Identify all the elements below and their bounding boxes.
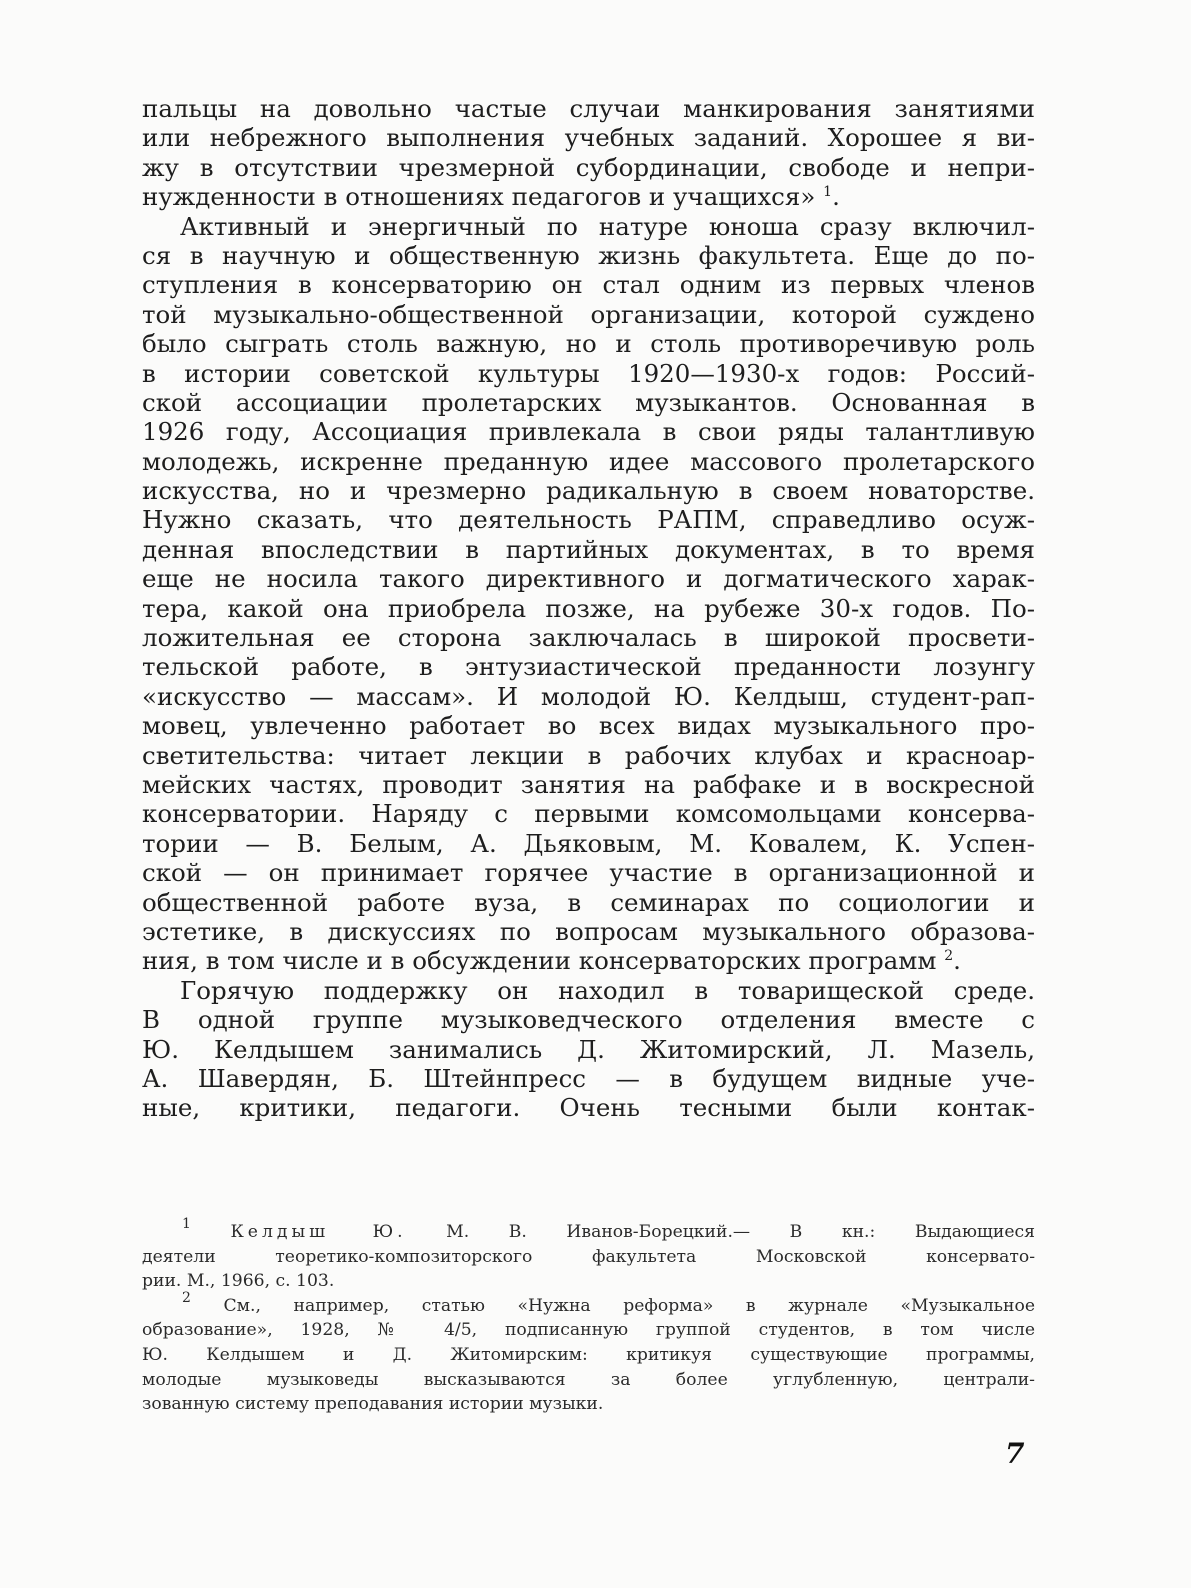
text-line: ской — он принимает горячее участие в организационной и [142,858,1035,888]
text-line: ложительная ее сторона заключалась в широкой просвети- [142,623,1035,653]
text-line: денная впоследствии в партийных документах, в то время [142,534,1035,564]
footnote-author: Келдыш Ю. [230,1222,407,1242]
text-line: 1926 году, Ассоциация привлекала в свои ряды талантливую [142,417,1035,447]
text-line: тера, какой она приобрела позже, на рубеже 30-х годов. По- [142,593,1035,623]
text-line: Ю. Келдышем занимались Д. Житомирский, Л. Мазель, [142,1034,1035,1064]
main-text [142,94,1035,1123]
text-line: Нужно сказать, что деятельность РАПМ, справедливо осуж- [142,505,1035,535]
text-line: тельской работе, в энтузиастической преданности лозунгу [142,652,1035,682]
text-line: светительства: читает лекции в рабочих клубах и красноар- [142,740,1035,770]
text-line: ской ассоциации пролетарских музыкантов. Основанная в [142,387,1035,417]
text-line: ные, критики, педагоги. Очень тесными были контак- [142,1093,1035,1123]
text-line: тории — В. Белым, А. Дьяковым, М. Ковалем, К. Успен- [142,828,1035,858]
footnote-number: 1 [182,1216,191,1232]
text-line: той музыкально-общественной организации, которой суждено [142,299,1035,329]
text-line: жу в отсутствии чрезмерной субординации, свободе и непри- [142,152,1035,182]
text-line: А. Шавердян, Б. Штейнпресс — в будущем видные уче- [142,1063,1035,1093]
page-number: 7 [1005,1437,1025,1470]
footnote-text: См., например, статью «Нужна реформа» в журнале «Музыкальное [223,1295,1036,1316]
footnote-line: рии. М., 1966, с. 103. [142,1271,335,1292]
footnote-ref-1: 1 [823,184,833,201]
footnote-line: молодые музыковеды высказываются за более углубленную, централи- [142,1369,1035,1390]
footnote-ref-2: 2 [944,948,954,965]
text-line: Горячую поддержку он находил в товарищеской среде. [180,975,1035,1005]
text-line: нужденности в отношениях педагогов и учащихся» $^1$. [142,182,840,212]
footnote-number: 2 [182,1289,191,1306]
footnote-line: деятели теоретико-композиторского факультета Московской консервато- [142,1246,1035,1267]
text-line: консерватории. Наряду с первыми комсомольцами консерва- [142,799,1035,829]
footnote-line: образование», 1928, № 4/5, подписанную группой студентов, в том числе [142,1320,1035,1341]
footnote-text: М. В. Иванов-Борецкий.— В кн.: Выдающиеся [446,1222,1035,1242]
text-line: В одной группе музыковедческого отделения вместе с [142,1005,1035,1035]
footnote-1 [142,1216,1035,1245]
text-line: ся в научную и общественную жизнь факультета. Еще до по- [142,240,1035,270]
text-line: искусства, но и чрезмерно радикальную в своем новаторстве. [142,476,1035,506]
footnote-2 [142,1289,1036,1319]
text-line: «искусство — массам». И молодой Ю. Келдыш, студент-рап- [142,681,1035,711]
footnotes [142,1216,1036,1417]
text-line: в истории советской культуры 1920—1930-х годов: Россий- [142,358,1035,388]
text-line-content: нужденности в отношениях педагогов и учащихся» [142,182,816,212]
text-line: молодежь, искренне преданную идее массового пролетарского [142,446,1035,476]
text-line: ступления в консерваторию он стал одним из первых членов [142,270,1035,300]
text-line: пальцы на довольно частые случаи манкирования занятиями [142,94,1035,123]
text-line: было сыграть столь важную, но и столь противоречивую роль [142,329,1035,359]
text-line: мейских частях, проводит занятия на рабфаке и в воскресной [142,769,1035,799]
text-line-content: ния, в том числе и в обсуждении консерваторских программ [142,946,937,976]
text-line: эстетике, в дискуссиях по вопросам музыкального образова- [142,916,1035,946]
text-line: ния, в том числе и в обсуждении консерваторских программ $^2$. [142,946,961,976]
text-line: еще не носила такого директивного и догматического харак- [142,564,1035,594]
footnote-line: зованную систему преподавания истории музыки. [142,1394,604,1415]
text-line: мовец, увлеченно работает во всех видах музыкального про- [142,711,1035,741]
footnote-line: Ю. Келдышем и Д. Житомирским: критикуя существующие программы, [142,1344,1035,1365]
text-line: общественной работе вуза, в семинарах по социологии и [142,887,1035,917]
text-line: Активный и энергичный по натуре юноша сразу включил- [180,211,1035,241]
text-line: или небрежного выполнения учебных заданий. Хорошее я ви- [142,123,1035,153]
